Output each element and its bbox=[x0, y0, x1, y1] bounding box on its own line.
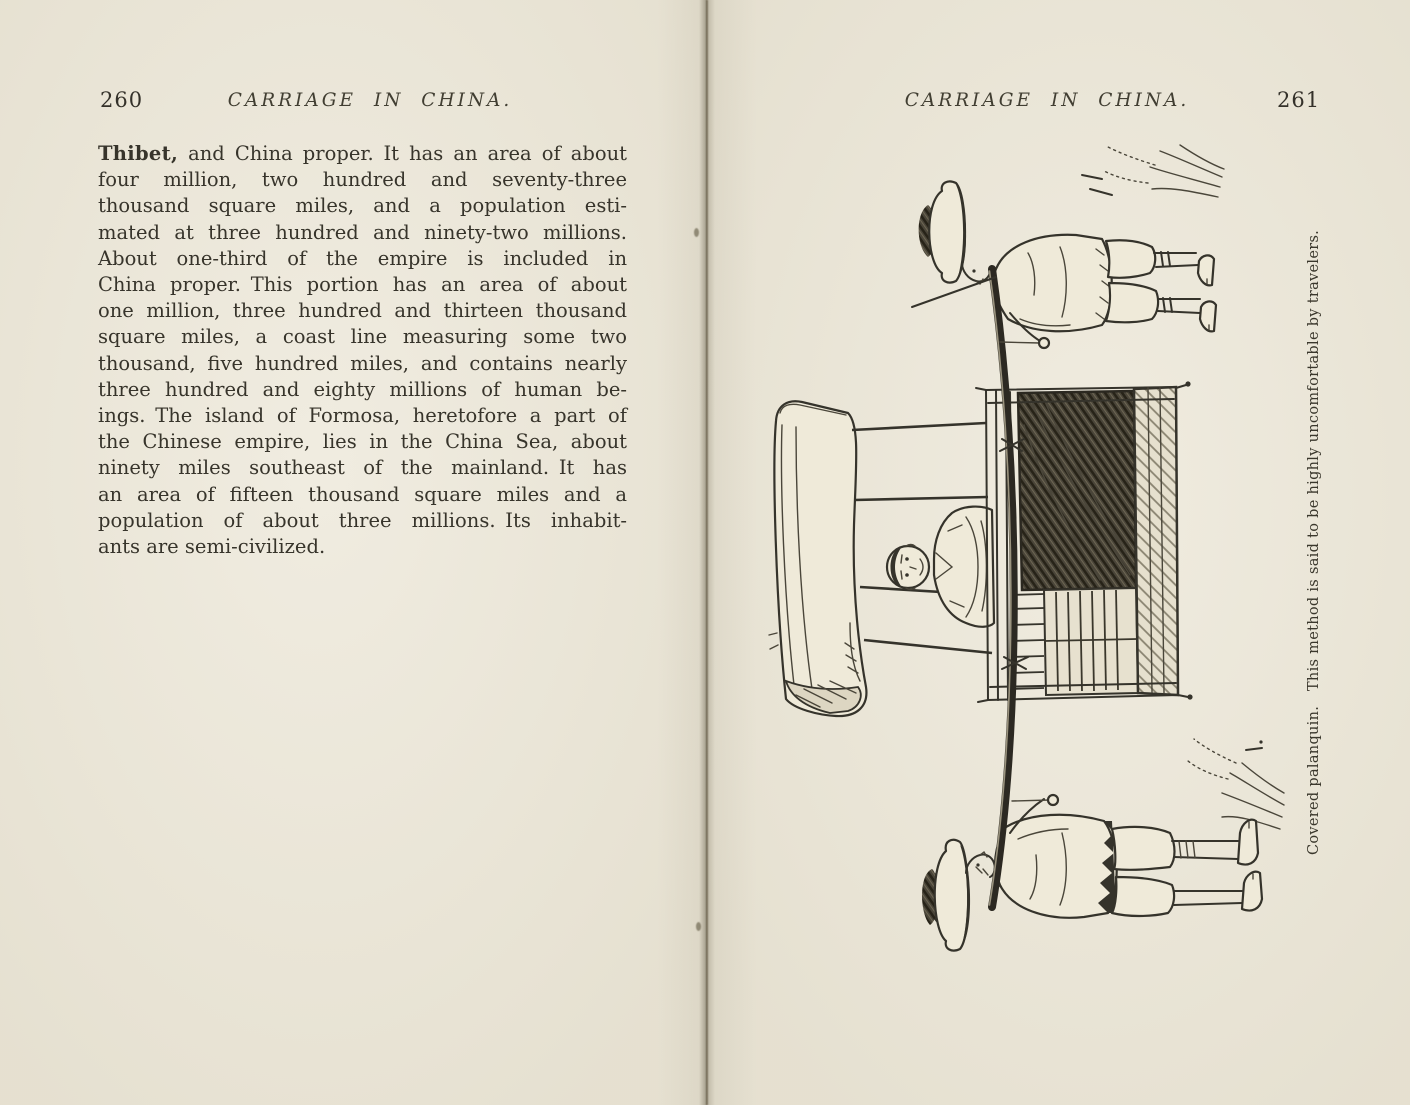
figure-caption: Covered palanquin. This method is said to be highly uncomfortable by travelers. bbox=[1306, 229, 1322, 855]
bearer-left bbox=[922, 799, 1262, 951]
body-line: thousand, five hundred miles, and contains nearly bbox=[98, 351, 627, 375]
bearer-right bbox=[919, 181, 1216, 341]
passenger bbox=[887, 507, 994, 627]
body-line-first bbox=[98, 141, 627, 167]
body-line: About one-third of the empire is included in bbox=[98, 246, 627, 270]
first-line-rest: and China proper. It has an area of about bbox=[188, 142, 627, 165]
stitch-mark bbox=[694, 228, 699, 237]
grass-tuft-left bbox=[1188, 739, 1284, 829]
chair-base-band bbox=[1134, 387, 1178, 695]
palanquin-canopy bbox=[769, 401, 866, 716]
right-page bbox=[707, 0, 1410, 1105]
left-running-head: CARRIAGE IN CHINA. bbox=[227, 90, 513, 111]
right-page-number: 261 bbox=[1277, 88, 1321, 112]
body-text bbox=[98, 141, 627, 560]
body-line: ninety miles southeast of the mainland. It has bbox=[98, 456, 627, 480]
body-line: population of about three millions. Its inhabit- bbox=[98, 508, 627, 532]
body-line: mated at three hundred and ninety-two millions. bbox=[98, 220, 627, 244]
body-line: ings. The island of Formosa, heretofore a part of bbox=[98, 404, 627, 428]
stitch-mark bbox=[696, 922, 701, 931]
lead-word: Thibet, bbox=[98, 142, 179, 165]
body-line: an area of fifteen thousand square miles and a bbox=[98, 482, 627, 506]
left-page-number: 260 bbox=[100, 88, 144, 112]
right-running-head: CARRIAGE IN CHINA. bbox=[904, 90, 1190, 111]
body-line: thousand square miles, and a population esti- bbox=[98, 194, 627, 218]
body-line: square miles, a coast line measuring some two bbox=[98, 325, 627, 349]
grass-tuft-right bbox=[1082, 145, 1224, 197]
body-line: China proper. This portion has an area of about bbox=[98, 273, 627, 297]
palanquin-illustration bbox=[760, 135, 1300, 1025]
body-line: ants are semi-civilized. bbox=[98, 535, 326, 559]
body-line: four million, two hundred and seventy-three bbox=[98, 168, 627, 192]
body-line: one million, three hundred and thirteen thousand bbox=[98, 299, 627, 323]
body-line: the Chinese empire, lies in the China Sea, about bbox=[98, 430, 627, 454]
body-line: three hundred and eighty millions of human be- bbox=[98, 377, 627, 401]
